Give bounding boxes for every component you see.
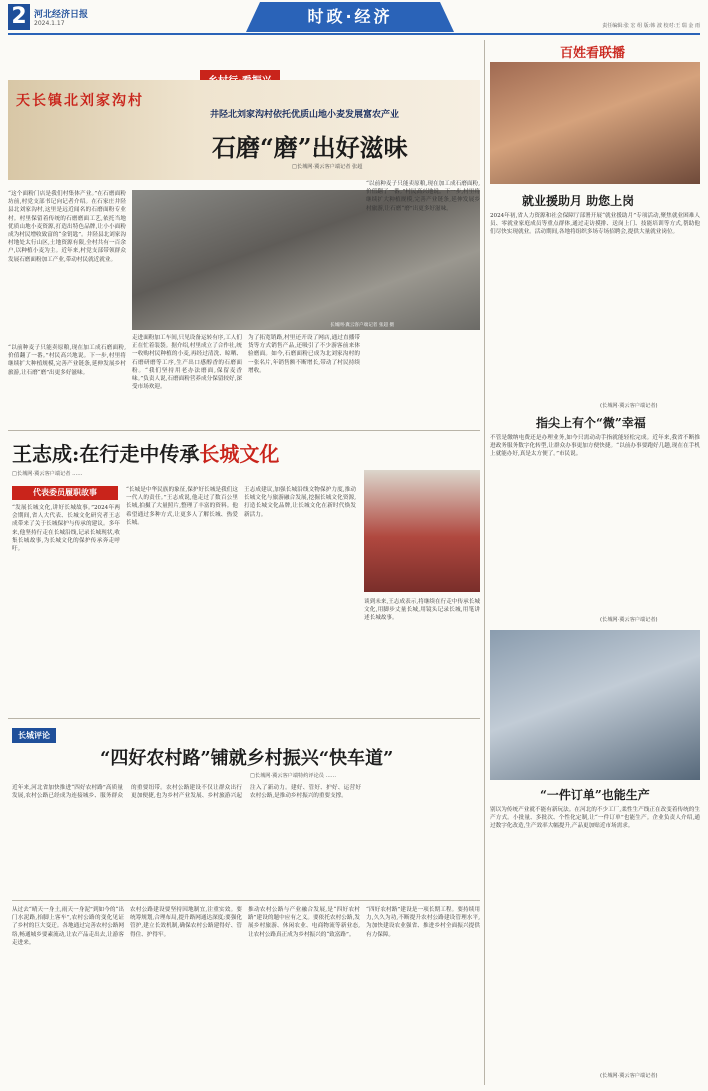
story2-headline: 指尖上有个“微”幸福 bbox=[536, 416, 646, 430]
right-banner: 百姓看联播 bbox=[560, 46, 626, 61]
story1-headline: 就业援助月 助您上岗 bbox=[522, 194, 635, 208]
wang-col-4: 谈到未来,王志成表示,将继续在行走中传承长城文化,用脚步丈量长城,用镜头记录长城,用笔讲述长城故事。 bbox=[364, 599, 480, 622]
banner-calligraphy: 天长镇北刘家沟村 bbox=[16, 93, 144, 109]
feature-col-4: “以前种麦子只能卖原粮,现在加工成石磨面粉,价值翻了一番。”村民高兴地说。下一步,村里将继续扩大种植规模,完善产业链条,延伸发展乡村旅游,让石磨“磨”出更多好滋味。 bbox=[366, 181, 480, 212]
wang-headline-prefix: 王志成:在行走中传承 bbox=[12, 442, 200, 466]
wang-col-1: “发展长城文化,讲好长城故事。”2024年两会期间,省人大代表、长城文化研究者王志成带来了关于长城保护与传承的建议。多年来,他坚持行走在长城沿线,记录长城现状,收集长城故事,为长城文化的保护传承奔走呼吁。 bbox=[12, 505, 120, 553]
feature-headline: 石磨“磨”出好滋味 bbox=[212, 133, 408, 162]
wang-col-3: 王志成建议,加强长城沿线文物保护力度,推动长城文化与旅游融合发展,挖掘长城文化资源,打造长城文化品牌,让长城文化在新时代焕发新活力。 bbox=[244, 487, 356, 518]
road-col-4: “四好农村路”建设是一项长期工程。要持续用力,久久为功,不断提升农村公路建设管理水平,为加快建设农业强省、推进乡村全面振兴提供有力保障。 bbox=[366, 907, 480, 938]
road-byline: □长城网·冀云客户端特约评论员 …… bbox=[250, 773, 337, 779]
staff-credits: 责任编辑:张 宏 组 版:韩 波 校对:王 瑞 金 雨 bbox=[602, 23, 700, 29]
story1-photo bbox=[490, 62, 700, 184]
road-divider bbox=[12, 900, 480, 901]
road-kicker: 长城评论 bbox=[12, 728, 56, 743]
story1-credit: (长城网·冀云客户端记者) bbox=[600, 403, 658, 409]
story3-headline: “一件订单”也能生产 bbox=[540, 788, 650, 802]
wang-col-2: “长城是中华民族的象征,保护好长城是我们这一代人的责任。”王志成说,他走过了数百公里长城,拍摄了大量照片,整理了丰富的资料。他希望通过多种方式,让更多人了解长城、热爱长城。 bbox=[126, 487, 238, 526]
feature-deck: 井陉北刘家沟村依托优质山地小麦发展富农产业 bbox=[210, 110, 400, 120]
road-headline: “四好农村路”铺就乡村振兴“快车道” bbox=[100, 748, 394, 769]
story1-text: 2024年初,省人力资源和社会保障厅部署开展“就业援助月”专项活动,聚焦就业困难人员、零就业家庭成员等重点群体,通过走访摸排、送岗上门、技能培训等方式,帮助他们尽快实现就业。活动期间,各地将组织多场专场招聘会,提供大量就业岗位。 bbox=[490, 213, 700, 236]
story2-credit: (长城网·冀云客户端记者) bbox=[600, 617, 658, 623]
wang-headline bbox=[12, 438, 279, 467]
page-number: 2 bbox=[8, 4, 30, 30]
wang-portrait bbox=[364, 470, 480, 592]
masthead-rule bbox=[8, 33, 700, 35]
wang-byline: □长城网·冀云客户端记者 …… bbox=[12, 471, 83, 477]
feature-col-3: 为了拓宽销路,村里还开设了网店,通过直播带货等方式销售产品,还吸引了不少游客前来体验磨面。如今,石磨面粉已成为北刘家沟村的一张名片,年销售额不断增长,带动了村民持续增收。 bbox=[248, 335, 360, 374]
feature-byline: □长城网·冀云客户端记者 张超 bbox=[292, 164, 363, 170]
section-title: 时政·经济 bbox=[260, 2, 440, 32]
story3-credit: (长城网·冀云客户端记者) bbox=[600, 1073, 658, 1079]
road-col-2: 农村公路建设要坚持因地制宜,注重实效。要统筹规划,合理布局,提升路网通达深度;要强化管护,建立长效机制,确保农村公路建得好、管得住、护得牢。 bbox=[130, 907, 242, 938]
story3-photo bbox=[490, 630, 700, 780]
road-lede: 近年来,河北省加快推进“四好农村路”高质量发展,农村公路已经成为连接城乡、服务群众的重要纽带。农村公路建设不仅让群众出行更加便捷,也为乡村产业发展、乡村旅游兴起注入了新动力。建好、管好、护好、运营好农村公路,是推动乡村振兴的重要支撑。 bbox=[12, 785, 361, 800]
column-divider bbox=[484, 40, 485, 1085]
issue-date: 2024.1.17 bbox=[34, 20, 65, 27]
wang-headline-highlight: 长城文化 bbox=[199, 442, 280, 466]
wang-subhead: 代表委员履职故事 bbox=[12, 486, 118, 500]
photo-caption: 长城网·冀云客户端记者 张超 摄 bbox=[330, 323, 395, 328]
road-col-1: 从过去“晴天一身土,雨天一身泥”到如今的“出门水泥路,抬脚上客车”,农村公路的变化见证了乡村的巨大变迁。各地通过完善农村公路网络,畅通城乡要素流动,让农产品走出去,让游客走进来。 bbox=[12, 907, 124, 946]
feature-col-2: 走进面粉加工车间,只见设备运转有序,工人们正在忙着装袋。据介绍,村里成立了合作社,统一收购村民种植的小麦,再经过清洗、晾晒、石磨研磨等工序,生产出口感醇香的石磨面粉。“我们坚持用老办法磨面,保留麦香味。”负责人说,石磨面粉营养成分保留较好,深受市场欢迎。 bbox=[132, 335, 242, 391]
section-divider bbox=[8, 430, 480, 431]
paper-name: 河北经济日报 bbox=[34, 10, 89, 20]
feature-col-1: “这个面粉门店是我们村集体产业。”在石磨面粉坊前,村党支部书记向记者介绍。在石家庄井陉县北刘家沟村,这里是远近闻名的石磨面粉专业村。村里保留着传统的石磨磨面工艺,依托当地优质山地小麦资源,打造出特色品牌,让小小面粉成为村民增收致富的“金钥匙”。井陉县北刘家沟村地处太行山区,土地资源有限,全村共有一百余户,以种植小麦为主。近年来,村党支部带领群众发展石磨面粉加工产业,带动村民就近就业。 bbox=[8, 191, 126, 263]
story3-text: 别以为传统产业就不能有新玩法。在河北的不少工厂,柔性生产线正在改变着传统的生产方式。小批量、多批次、个性化定制,让“一件订单”也能生产。企业负责人介绍,通过数字化改造,生产效率大幅提升,产品更加贴近市场需求。 bbox=[490, 807, 700, 830]
road-col-3: 推动农村公路与产业融合发展,是“四好农村路”建设的题中应有之义。要依托农村公路,发展乡村旅游、休闲农业、电商物流等新业态,让农村公路真正成为乡村振兴的“致富路”。 bbox=[248, 907, 360, 938]
section-divider-2 bbox=[8, 718, 480, 719]
story2-text: 不管是缴纳电费还是办理业务,如今只需动动手指就能轻松完成。近年来,我省不断推进政务服务数字化转型,让群众办事更加方便快捷。“以前办事要跑好几趟,现在在手机上就能办好,真是太方便了。”市民说。 bbox=[490, 435, 700, 458]
feature-col-1b: “以前种麦子只能卖原粮,现在加工成石磨面粉,价值翻了一番。”村民高兴地说。下一步,村里将继续扩大种植规模,完善产业链条,延伸发展乡村旅游,让石磨“磨”出更多好滋味。 bbox=[8, 345, 126, 376]
